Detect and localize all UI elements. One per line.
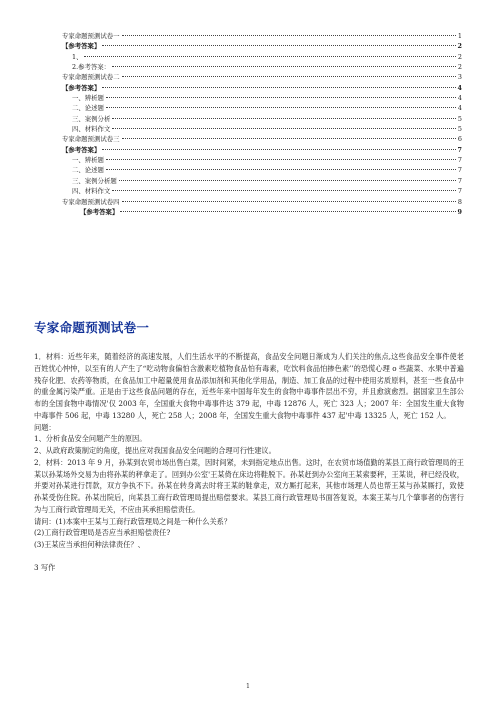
toc-dot-leader bbox=[106, 97, 456, 98]
toc-entry-title: 三、案例分析 bbox=[72, 114, 111, 123]
toc-entry-title: 【参考答案】 bbox=[62, 83, 101, 92]
toc-entry[interactable] bbox=[62, 52, 462, 62]
toc-dot-leader bbox=[122, 201, 456, 202]
toc-dot-leader bbox=[102, 87, 455, 88]
toc-entry-title: 【参考答案】 bbox=[62, 145, 101, 154]
toc-dot-leader bbox=[102, 45, 455, 46]
toc-entry[interactable] bbox=[62, 155, 462, 165]
toc-dot-leader bbox=[112, 118, 456, 119]
toc-entry-title: 二、论述题 bbox=[72, 104, 104, 113]
toc-entry-title: 专家命题预测试卷三 bbox=[62, 135, 120, 144]
toc-dot-leader bbox=[84, 56, 455, 57]
toc-entry[interactable] bbox=[62, 124, 462, 134]
toc-entry[interactable] bbox=[62, 93, 462, 103]
toc-entry-title: 【参考答案】 bbox=[80, 207, 119, 216]
material-1-paragraph: 1．材料：近些年来，随着经济的高速发展，人们生活水平的不断提高，食品安全问题日渐成为人们关注的焦点,这些食品安全事件使老百姓忧心忡忡，以至有的人产生了“吃动物食偏怕含激素吃植物食品怕有毒素，吃饮料食品怕掺色素’’的恐慌心理 o 些蔬菜、水果中普遍残存化肥、农药等物质，在食品加工中超量使用食品添加剂和其他化学用品，制造、加工食品的过程中使用劣质原料，甚至一些食品中的重金属污染严重。正是由于这些食品问题的存在，近些年来中国每年发生的食物中毒事件层出不穷，并且愈演愈烈。据国家卫生部公布的全国食物中毒情况'仅 2003 年，全国重大食物中毒事件达 379 起，中毒 12876 人，死亡 323 人；2007 年：全国发生重大食物中毒事件 506 起，中毒 13280 人，死亡 258 人；2008 年，全国发生重大食物中毒事件 437 起'中毒 13325 人，死亡 152 人。 bbox=[34, 352, 464, 420]
page-number: 1 bbox=[246, 683, 250, 690]
toc-entry-page: 7 bbox=[457, 145, 462, 154]
toc-dot-leader bbox=[120, 211, 455, 212]
question-b: (2)工商行政管理局是否应当承担赔偿责任? bbox=[34, 528, 171, 538]
toc-entry-page: 9 bbox=[457, 207, 462, 216]
material-2-paragraph: 2．材料：2013 年 9 月，孙某到农贸市场出售白菜，因时间紧，未到指定地点出售。这时，在农贸市场值勤的某县工商行政管理局的王某以孙某场外交易为由将孙某的秤拿走了。回到办公室'王某倚在床边将鞋脱下。孙某赶到办公室向王某索要秤，王某说，秤已经没收，并要对孙某进行罚款，双方争执不下。孙某在转身离去时将王某的鞋拿走，双方厮打起来，其他市场理人员也帮王某与孙某厮打，致使孙某受伤住院。孙某出院后，向某县工商行政管理局提出赔偿要求。某县工商行政管理局书面答复说，本案王某与几个肇事者的伤害行为与工商行政管理局无关，不应由其承担赔偿责任。 bbox=[34, 457, 464, 514]
toc-entry[interactable] bbox=[62, 114, 462, 124]
toc-entry[interactable] bbox=[62, 145, 462, 155]
table-of-contents bbox=[62, 31, 462, 217]
toc-entry[interactable] bbox=[62, 103, 462, 113]
toc-entry[interactable] bbox=[62, 134, 462, 144]
toc-entry-title: 二、论述题 bbox=[72, 166, 104, 175]
toc-entry-page: 7 bbox=[457, 176, 462, 185]
toc-entry[interactable] bbox=[62, 41, 462, 51]
toc-entry-title: 一、辨析题 bbox=[72, 156, 104, 165]
question-c: (3)王某应当承担何种法律责任？、 bbox=[34, 540, 145, 549]
toc-entry-title: 【参考答案】 bbox=[62, 42, 101, 51]
toc-entry-title: 1、 bbox=[72, 52, 83, 61]
toc-entry-title: 专家命题预测试卷四 bbox=[62, 197, 120, 206]
toc-entry[interactable] bbox=[62, 186, 462, 196]
toc-entry-page: 4 bbox=[457, 94, 462, 103]
question-label: 问题： bbox=[34, 422, 56, 432]
toc-entry-title: 四、材料作文 bbox=[72, 125, 111, 134]
toc-entry-page: 5 bbox=[457, 114, 462, 123]
toc-dot-leader bbox=[119, 180, 456, 181]
toc-entry-page: 7 bbox=[457, 187, 462, 196]
question-1: 1、分析食品安全问题产生的原因。 bbox=[34, 434, 147, 444]
exam-heading: 专家命题预测试卷一 bbox=[34, 320, 150, 335]
toc-entry[interactable] bbox=[62, 72, 462, 82]
toc-entry-page: 3 bbox=[457, 73, 462, 82]
toc-dot-leader bbox=[106, 169, 456, 170]
toc-entry-title: 一、辨析题 bbox=[72, 94, 104, 103]
toc-entry[interactable] bbox=[62, 62, 462, 72]
toc-entry-page: 6 bbox=[457, 135, 462, 144]
toc-entry-title: 2.参考答案： bbox=[72, 63, 111, 72]
toc-entry[interactable] bbox=[62, 165, 462, 175]
question-a: 请问：(1)本案中王某与工商行政管理局之间是一种什么关系？ bbox=[34, 516, 232, 526]
toc-dot-leader bbox=[122, 35, 456, 36]
toc-entry-page: 4 bbox=[457, 83, 462, 92]
toc-entry[interactable] bbox=[62, 83, 462, 93]
toc-entry-page: 7 bbox=[457, 166, 462, 175]
toc-entry-title: 专家命题预测试卷二 bbox=[62, 73, 120, 82]
toc-dot-leader bbox=[112, 128, 456, 129]
toc-dot-leader bbox=[112, 66, 456, 67]
exam-body bbox=[34, 351, 464, 574]
toc-entry-page: 7 bbox=[457, 156, 462, 165]
toc-dot-leader bbox=[102, 149, 455, 150]
toc-dot-leader bbox=[106, 159, 456, 160]
toc-entry[interactable] bbox=[62, 207, 462, 217]
toc-dot-leader bbox=[122, 76, 456, 77]
toc-entry-title: 三、案例分析题 bbox=[72, 176, 117, 185]
toc-entry[interactable] bbox=[62, 197, 462, 207]
toc-entry-page: 4 bbox=[457, 104, 462, 113]
toc-entry[interactable] bbox=[62, 31, 462, 41]
toc-entry-page: 8 bbox=[457, 197, 462, 206]
toc-entry-title: 专家命题预测试卷一 bbox=[62, 32, 120, 40]
toc-entry[interactable] bbox=[62, 176, 462, 186]
writing-section-label: 3 写作 bbox=[34, 562, 56, 572]
toc-entry-page: 1 bbox=[457, 32, 462, 40]
toc-entry-title: 四、材料作文 bbox=[72, 187, 111, 196]
toc-dot-leader bbox=[106, 107, 456, 108]
toc-entry-page: 2 bbox=[457, 42, 462, 51]
toc-dot-leader bbox=[112, 190, 456, 191]
toc-entry-page: 5 bbox=[457, 125, 462, 134]
toc-entry-page: 2 bbox=[457, 63, 462, 72]
toc-entry-page: 2 bbox=[457, 52, 462, 61]
toc-dot-leader bbox=[122, 138, 456, 139]
question-2: 2、从政府政策制定的角度，提出应对我国食品安全问题的合理可行性建议。 bbox=[34, 446, 276, 455]
